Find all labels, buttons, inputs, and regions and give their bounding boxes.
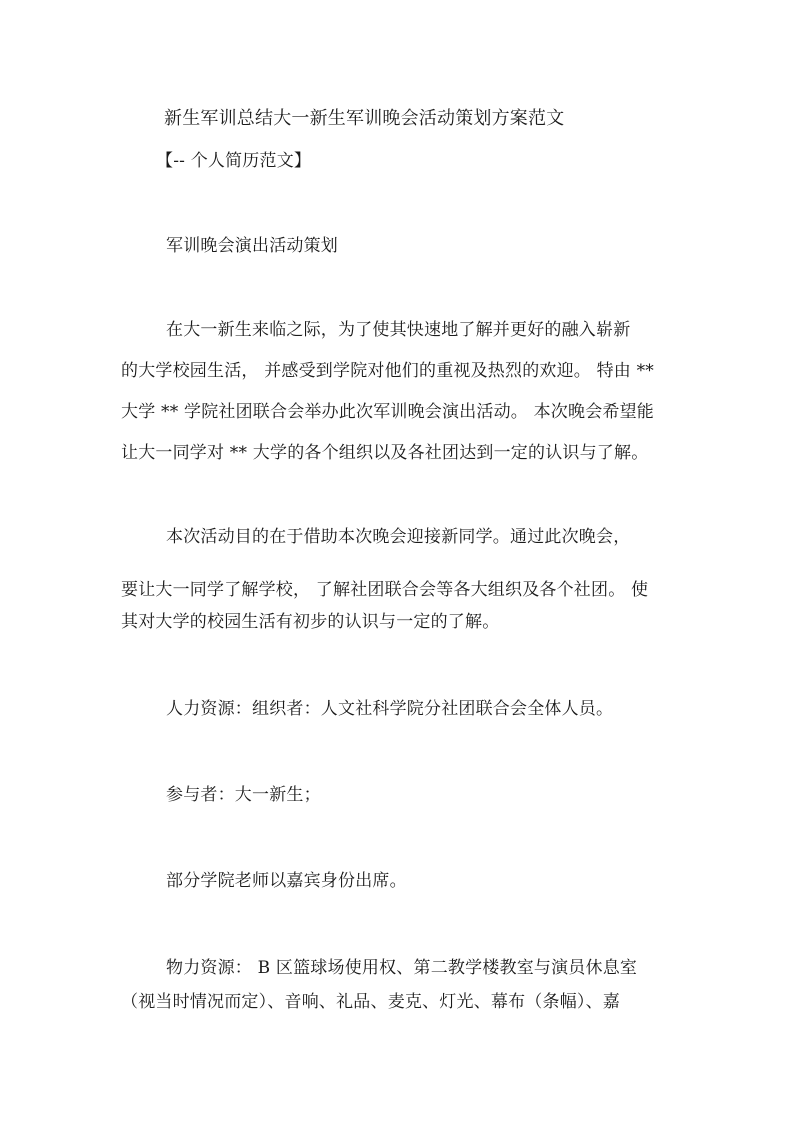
paragraph-line: 让大一同学对 ** 大学的各个组织以及各社团达到一定的认识与了解。 <box>121 443 649 463</box>
material-resources-line: （视当时情况而定）、音响、礼品、麦克、灯光、幕布（条幅）、嘉 <box>121 992 620 1012</box>
paragraph-line: 其对大学的校园生活有初步的认识与一定的了解。 <box>121 612 500 632</box>
section-heading: 军训晚会演出活动策划 <box>166 236 338 256</box>
paragraph-line: 大学 ** 学院社团联合会举办此次军训晚会演出活动。 本次晚会希望能 <box>121 402 655 422</box>
document-title: 新生军训总结大一新生军训晚会活动策划方案范文 <box>164 108 565 129</box>
paragraph-line: 在大一新生来临之际，为了使其快速地了解并更好的融入崭新 <box>166 320 631 340</box>
paragraph-line: 的大学校园生活， 并感受到学院对他们的重视及热烈的欢迎。 特由 ** <box>121 361 655 381</box>
source-tag: 【-- 个人简历范文】 <box>156 151 312 171</box>
guests-line: 部分学院老师以嘉宾身份出席。 <box>166 871 407 891</box>
participants-line: 参与者：大一新生； <box>166 785 321 805</box>
material-resources-line: 物力资源： B 区篮球场使用权、第二教学楼教室与演员休息室 <box>166 958 638 978</box>
human-resources-line: 人力资源：组织者：人文社科学院分社团联合会全体人员。 <box>166 699 614 719</box>
paragraph-line: 本次活动目的在于借助本次晚会迎接新同学。通过此次晚会， <box>166 527 631 547</box>
paragraph-line: 要让大一同学了解学校， 了解社团联合会等各大组织及各个社团。 使 <box>121 580 649 600</box>
